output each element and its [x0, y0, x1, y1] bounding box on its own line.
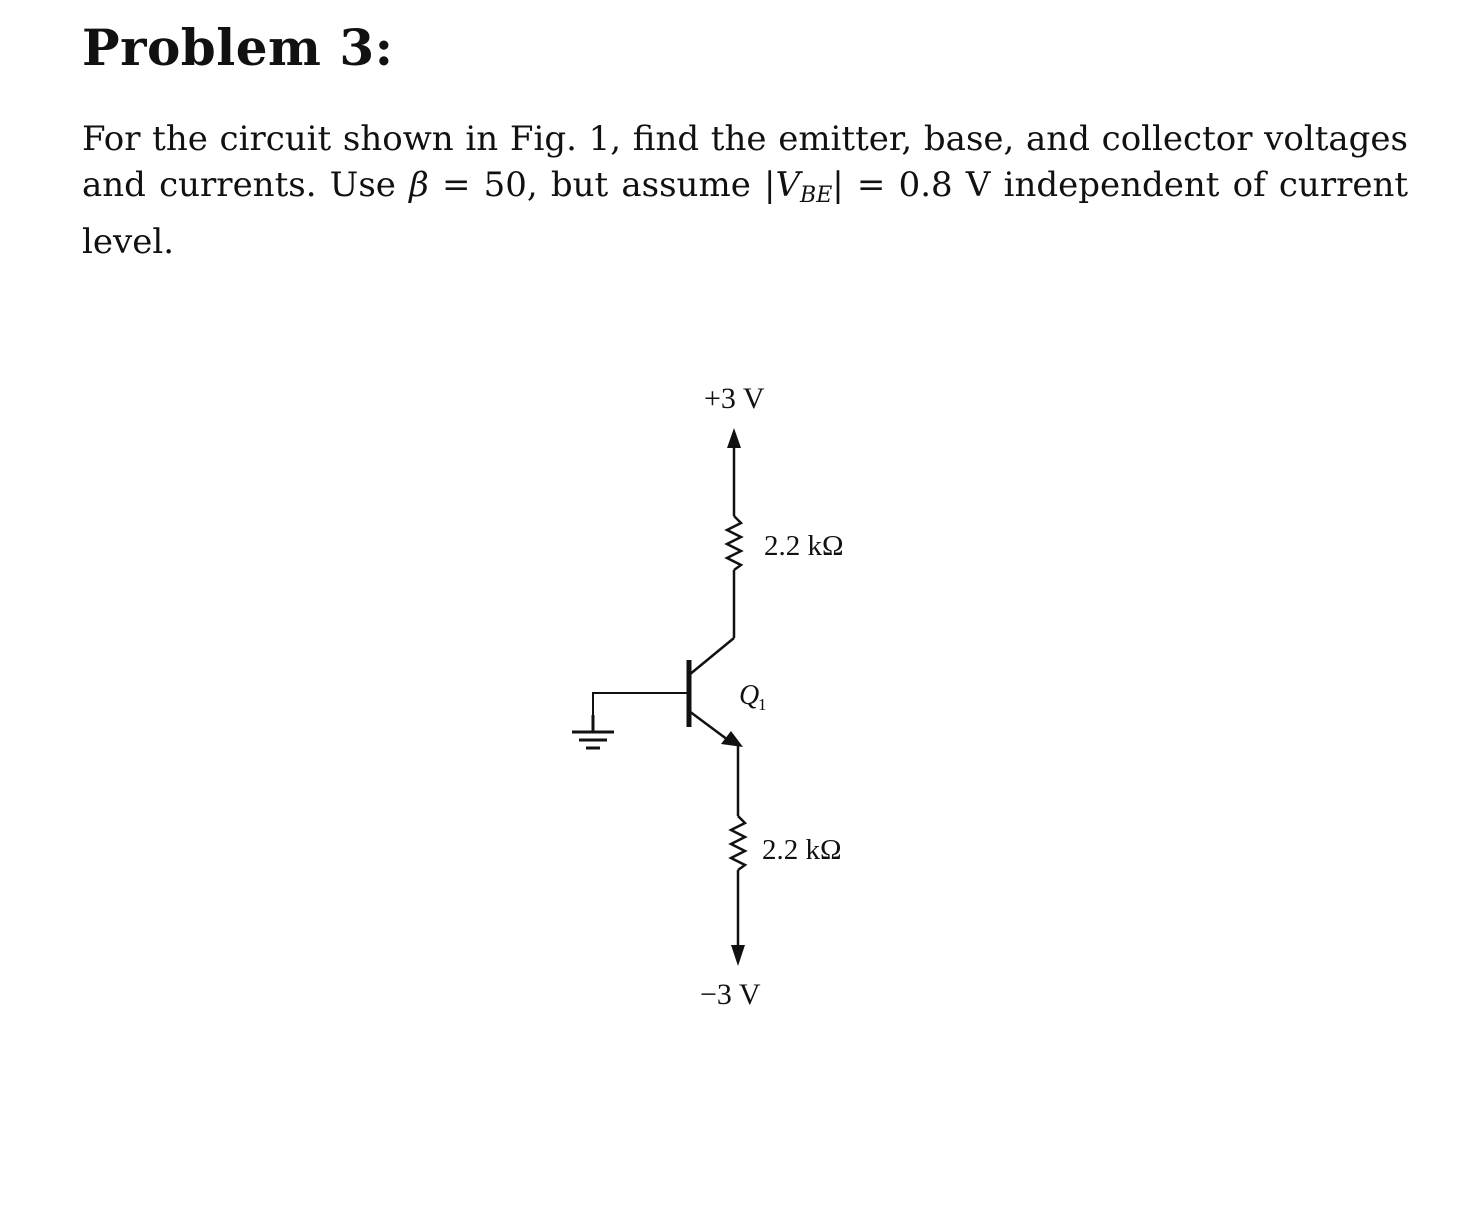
emitter-resistor: [731, 816, 745, 870]
vbe-symbol: V: [775, 165, 801, 205]
collector-resistor: [727, 516, 741, 570]
statement-line-1: For the circuit shown in Fig. 1, find the emitter, base, and collector voltages: [82, 119, 1408, 159]
problem-statement: [82, 116, 1408, 265]
bottom-supply-arrow: [731, 945, 745, 966]
statement-line-3: level.: [82, 222, 175, 262]
problem-title: Problem 3:: [82, 18, 394, 77]
statement-line-2: [82, 162, 1408, 219]
base-wire: [593, 693, 689, 715]
top-supply-label: +3 V: [704, 382, 765, 415]
ground-icon: [572, 715, 614, 748]
circuit-diagram: [540, 370, 880, 1060]
bottom-supply-label: −3 V: [700, 978, 761, 1011]
emitter-lead: [689, 711, 728, 740]
transistor-label: Q: [739, 680, 760, 711]
vbe-subscript: BE: [800, 183, 833, 208]
collector-lead: [689, 638, 734, 675]
top-supply-arrow: [727, 428, 741, 448]
transistor-label-subscript: 1: [758, 695, 767, 714]
collector-resistor-label: 2.2 kΩ: [764, 530, 844, 562]
beta-symbol: β: [409, 165, 429, 205]
vbe-value-text: | = 0.8 V independent of current: [832, 165, 1409, 205]
statement-line-2-start: and currents. Use: [82, 165, 396, 205]
emitter-arrow: [721, 731, 743, 747]
beta-value-text: = 50, but assume |: [441, 165, 776, 205]
emitter-resistor-label: 2.2 kΩ: [762, 834, 842, 866]
